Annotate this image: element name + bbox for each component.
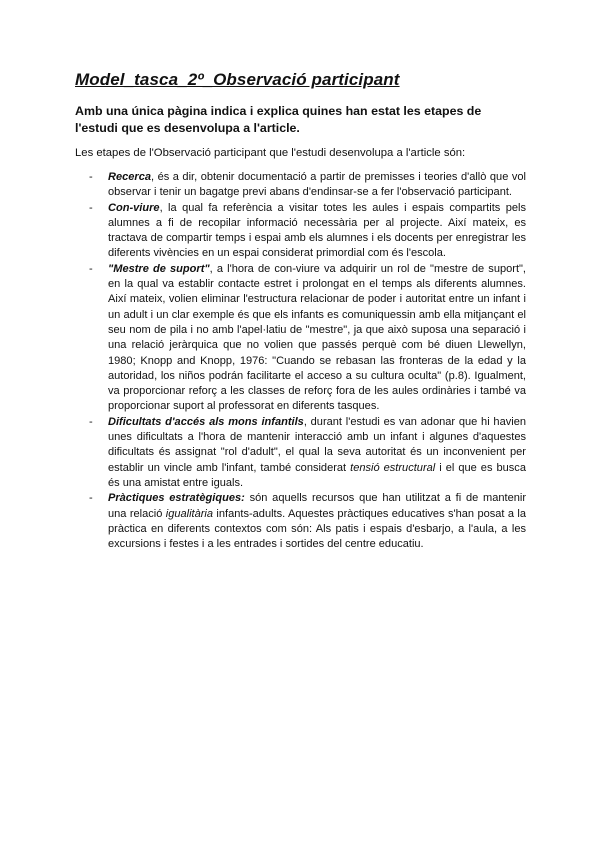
stage-term: "Mestre de suport" <box>108 262 210 275</box>
stage-term: Pràctiques estratègiques: <box>108 492 245 505</box>
stage-description: , durant l'estudi es van adonar que hi havien unes dificultats a l'hora de mantenir interacció amb un infant i algunes d'aquestes dificultats és assignat "rol d'adult", el qual la seva autoritat és un inconvenient per establir un vincle amb l'infant, també considerat <box>108 415 526 474</box>
list-item-mestre-de-suport <box>89 262 526 415</box>
list-item-con-viure <box>89 201 526 262</box>
bullet-marker: - <box>89 201 93 214</box>
stage-description: , és a dir, obtenir documentació a partir de premisses i teories d'allò que vol observar i tenir un bagatge previ abans d'endinsar-se a fer l'observació participant. <box>108 171 526 199</box>
bullet-marker: - <box>89 262 93 275</box>
list-item-dificultats <box>89 415 526 491</box>
stage-description: , a l'hora de con-viure va adquirir un rol de "mestre de suport", en la qual va establir contacte estret i prolongat en el temps als diferents alumnes. Així mateix, volien eliminar l'estructura relacionar de poder i autoritat entre un infant i un adult i un clar exemple és que els infants es comuniquessin amb ella mitjançant el seu nom de pila i no amb l'apel·latiu de "mestre", ja que això suposa una separació i una relació jeràrquica que no volien que passés perquè com bé diuen Llewellyn, 1980; Knopp and Knopp, 1976: "Cuando se rebasan las fronteras de la edad y la autoridad, los niños podrán facilitarte el acceso a su cultura oculta" (p.8). Igualment, va proporcionar reforç a les classes de reforç fora de les aules ordinàries i també va proporcionar suport al professorat en diferents tasques. <box>108 262 526 413</box>
stage-term: Dificultats d'accés als mons infantils <box>108 415 304 428</box>
task-question: Amb una única pàgina indica i explica quines han estat les etapes de l'estudi que es desenvolupa a l'article. <box>75 104 482 135</box>
list-item-practiques <box>89 491 526 552</box>
intro-paragraph: Les etapes de l'Observació participant que l'estudi desenvolupa a l'article són: <box>75 147 466 159</box>
stages-list <box>89 170 526 552</box>
stage-description: , la qual fa referència a visitar totes les aules i espais compartits pels alumnes a fi de recopilar informació necessària per al projecte. Així mateix, es tractava de compartir temps i espai amb els alumnes i els docents per enregistrar les diferents vivències en un espai considerat primordial com és l'escola. <box>108 201 526 260</box>
stage-emphasis: tensió estructural <box>350 461 436 474</box>
stage-description: són aquells recursos que han utilitzat a fi de mantenir una relació <box>108 492 527 520</box>
stage-emphasis: igualitària <box>165 507 214 520</box>
bullet-marker: - <box>89 171 93 183</box>
stage-term: Con-viure <box>108 201 160 214</box>
stage-description-end: i el que es busca és una amistat entre iguals. <box>108 461 526 489</box>
bullet-marker: - <box>89 492 93 505</box>
stage-description-end: infants-adults. Aquestes pràctiques educatives s'han posat a la pràctica en diferents contextos com són: Als patis i espais d'esbarjo, a l'aula, a les excursions i festes i a les entrades i sortides del centre educatiu. <box>108 507 526 551</box>
bullet-marker: - <box>89 415 93 428</box>
list-item-recerca <box>89 170 526 201</box>
document-title: Model_tasca_2º_Observació participant <box>75 70 400 89</box>
stage-term: Recerca <box>108 171 151 183</box>
